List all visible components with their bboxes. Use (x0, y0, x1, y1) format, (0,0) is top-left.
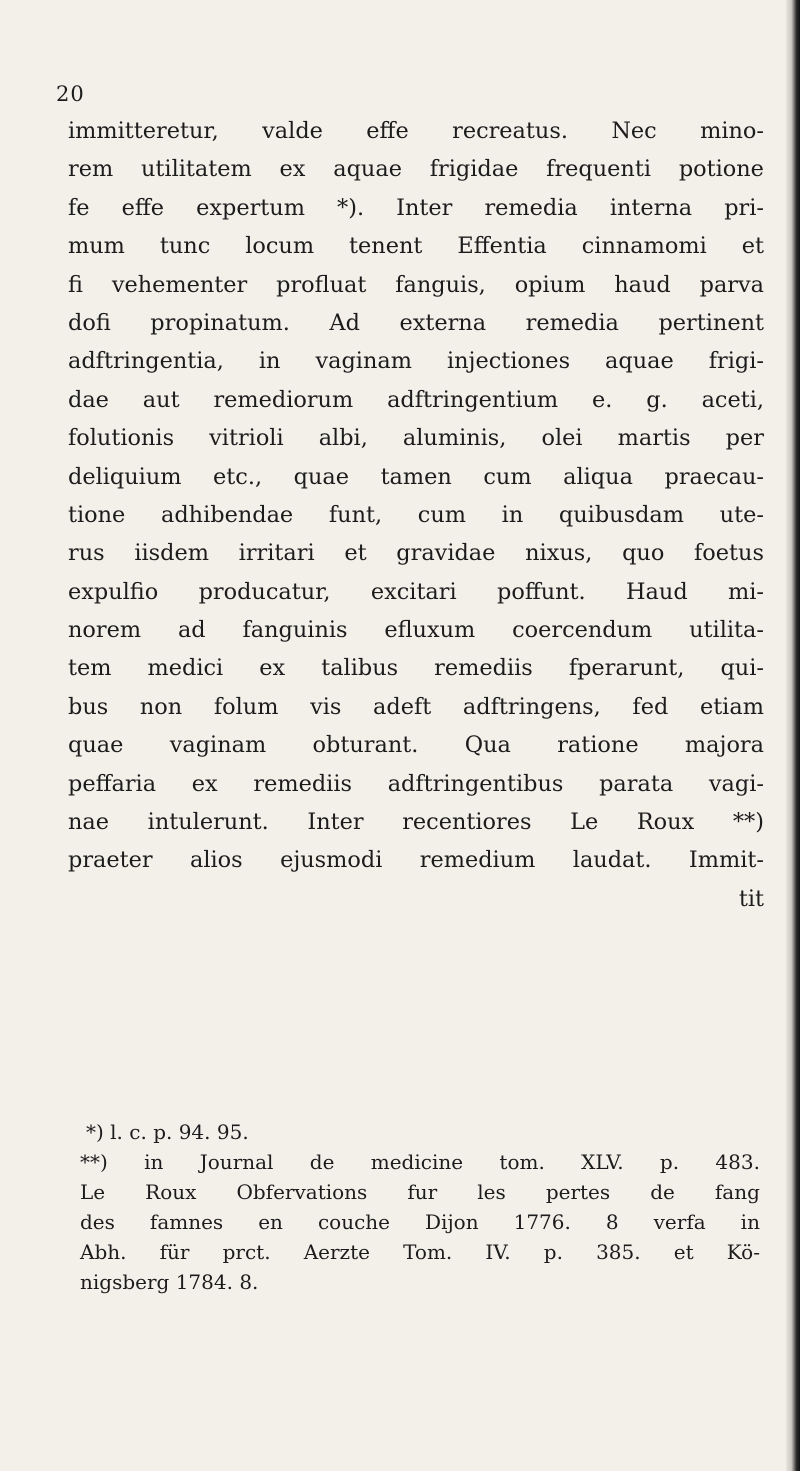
text-line: dofi propinatum. Ad externa remedia pertinent (68, 309, 764, 336)
text-line: fi vehementer profluat fanguis, opium haud parva (68, 271, 764, 298)
text-line: fe effe expertum *). Inter remedia interna pri- (68, 194, 764, 221)
page-number: 20 (56, 82, 85, 106)
text-line: tem medici ex talibus remediis fperarunt, qui- (68, 655, 764, 682)
footnote-line: *) l. c. p. 94. 95. (86, 1120, 249, 1144)
page-edge (786, 0, 800, 1471)
body-text (68, 112, 764, 918)
text-line: praeter alios ejusmodi remedium laudat. Immit- (68, 847, 764, 874)
text-line: norem ad fanguinis efluxum coercendum utilita- (68, 617, 764, 644)
text-line: rus iisdem irritari et gravidae nixus, quo foetus (68, 540, 764, 567)
footnote-line: nigsberg 1784. 8. (80, 1270, 259, 1294)
text-line: mum tunc locum tenent Effentia cinnamomi et (68, 233, 764, 260)
footnote-line: Le Roux Obfervations fur les pertes de fang (80, 1180, 760, 1204)
text-line: dae aut remediorum adftringentium e. g. aceti, (68, 386, 764, 413)
text-line: deliquium etc., quae tamen cum aliqua praecau- (68, 463, 764, 490)
text-line: tione adhibendae funt, cum in quibusdam ute- (68, 501, 764, 528)
text-line: bus non folum vis adeft adftringens, fed etiam (68, 693, 764, 720)
footnote-line: **) in Journal de medicine tom. XLV. p. 483. (80, 1150, 760, 1174)
footnotes (80, 1117, 760, 1297)
text-line: adftringentia, in vaginam injectiones aquae frigi- (68, 348, 764, 375)
footnote-line: Abh. für prct. Aerzte Tom. IV. p. 385. et Kö- (80, 1240, 760, 1264)
footnote-line: des famnes en couche Dijon 1776. 8 verfa in (80, 1210, 760, 1234)
text-line: quae vaginam obturant. Qua ratione majora (68, 732, 764, 759)
catchword: tit (738, 885, 764, 912)
text-line: immitteretur, valde effe recreatus. Nec mino- (68, 118, 764, 144)
text-line: nae intulerunt. Inter recentiores Le Roux **) (68, 809, 764, 836)
text-line: rem utilitatem ex aquae frigidae frequenti potione (68, 156, 764, 183)
text-line: expulfio producatur, excitari poffunt. Haud mi- (68, 578, 764, 605)
text-line: peffaria ex remediis adftringentibus parata vagi- (68, 770, 764, 797)
text-line: folutionis vitrioli albi, aluminis, olei martis per (68, 425, 764, 452)
